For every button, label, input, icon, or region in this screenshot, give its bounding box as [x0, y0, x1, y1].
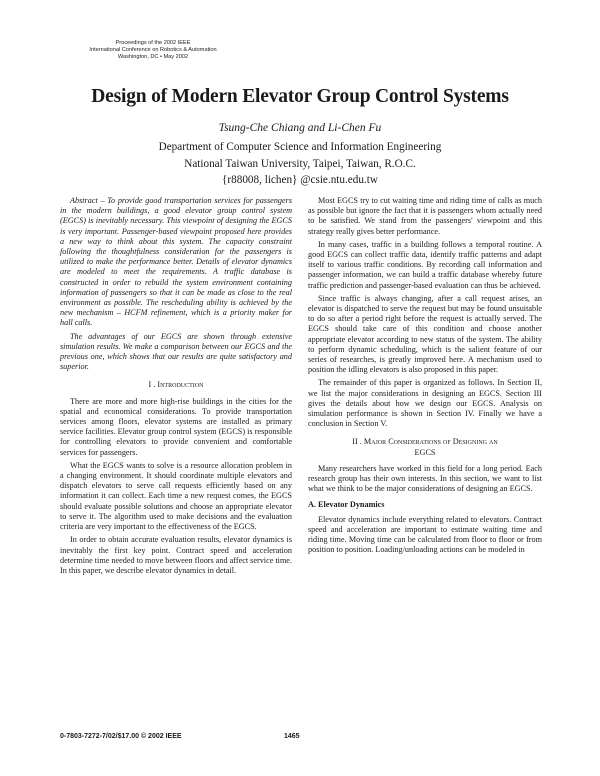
right-paragraph-5: Many researchers have worked in this field for a long period. Each research group has their own interests. In this section, we want to list what we think to be the major considerations of designing an EGCS. — [308, 463, 542, 494]
abstract-label: Abstract – — [70, 196, 105, 205]
subsection-heading: A. Elevator Dynamics — [308, 500, 385, 510]
abstract — [60, 196, 292, 372]
section-1-paragraph-3: In order to obtain accurate evaluation results, elevator dynamics is inevitably the first key point. Contract speed and acceleration determine time needed to move between floors and affect service time. In this paper, we describe elevator dynamics in detail. — [60, 535, 292, 575]
right-column — [308, 196, 542, 559]
section-2-title: II . Major Considerations of Designing an — [352, 437, 498, 447]
right-paragraph-4: The remainder of this paper is organized as follows. In Section II, we list the major considerations in designing an EGCS. Section III gives the details about how we design our EGCS. Analysis on simulation performance is shown in Section IV. Finally we have a conclusion in Section V. — [308, 378, 542, 429]
proceedings-line-1: Proceedings of the 2002 IEEE — [115, 40, 191, 46]
proceedings-line-3: Washington, DC • May 2002 — [117, 54, 189, 60]
abstract-paragraph-1 — [60, 196, 292, 329]
abstract-paragraph-2: The advantages of our EGCS are shown through extensive simulation results. We make a comparison between our EGCS and the previous one, which shows that our results are quite satisfactory and superior. — [60, 331, 292, 372]
paper-authors: Tsung-Che Chiang and Li-Chen Fu — [218, 122, 382, 134]
right-paragraph-1: Most EGCS try to cut waiting time and riding time of calls as much as possible but ignore the fact that it is passengers whom actually need to be satisfied. We stand from the passengers' viewpoint and this strategy really gives better performance. — [308, 196, 542, 236]
right-paragraph-2: In many cases, traffic in a building follows a temporal routine. A good EGCS can collect traffic data, identify traffic patterns and adapt itself to various traffic conditions. By recording call information and passenger information, we can build a traffic database whereby future traffic prediction and passenger-based evaluation can thus be achieved. — [308, 239, 542, 290]
footer-page-number: 1465 — [284, 733, 300, 740]
section-2-heading — [308, 437, 542, 457]
section-1-heading — [60, 380, 292, 390]
section-1-number: I . — [148, 380, 156, 390]
right-paragraph-6: Elevator dynamics include everything related to elevators. Contract speed and acceleration are important to estimate waiting time and riding time. Moving time can be calculated from floor to floor or from position to position. Loading/unloading actions can be modeled in — [308, 514, 542, 555]
paper-title: Design of Modern Elevator Group Control Systems — [91, 86, 509, 107]
proceedings-header — [73, 40, 233, 61]
section-1-paragraph-2: What the EGCS wants to solve is a resource allocation problem in a changing environment. It should coordinate multiple elevators and dispatch elevators to serve call requests efficiently based on any information it can collect. Each time a new request comes, the EGCS should evaluate possible solutions and choose an appropriate elevator to serve it. The algorithm used to make decisions and the evaluation criteria are very important to the effectiveness of the EGCS. — [60, 460, 292, 532]
section-2-title-tail: EGCS — [414, 447, 436, 457]
affiliation-email: {r88008, lichen} @csie.ntu.edu.tw — [222, 174, 378, 186]
section-1-title: Introduction — [157, 380, 204, 390]
abstract-text: To provide good transportation services for passengers in the modern buildings, a good elevator group control system (EGCS) is inevitably necessary. This viewpoint of designing the EGCS is very important. Passenger-based viewpoint proposed here provides a new way to think about this system. The capacity constraint following the thoughtfulness consideration for the passengers is utilized to make the performance better. Details of elevator dynamics are modeled to meet the requirements. A traffic database is constructed in order to rebuild the system environment containing information of passengers so that it can be made as close to the real environment as possible. The rescheduling ability is achieved by the new mechanism – HCFM refinement, which is a priority maker for hall calls. — [60, 196, 293, 328]
right-paragraph-3: Since traffic is always changing, after a call request arises, an elevator is dispatched to serve the request but may be found unsuitable to do so after a period right before the request is actually served. The EGCS should take care of this condition and choose another appropriate elevator according to new status of the system. The ability to perform dynamic scheduling, which is the salient feature of our series of researches, is greatly improved here. A mechanism used to position the idling elevators is also proposed in this paper. — [308, 293, 542, 375]
footer-isbn: 0-7803-7272-7/02/$17.00 © 2002 IEEE — [60, 733, 182, 740]
affiliation-university: National Taiwan University, Taipei, Taiwan, R.O.C. — [184, 158, 416, 170]
section-1-paragraph-1: There are more and more high-rise buildings in the cities for the spatial and economical considerations. To provide transportation services among floors, elevator systems are installed as primary service facilities. Elevator group control system (EGCS) is responsible for controlling elevators to provide convenient and comfortable services for passengers. — [60, 396, 292, 457]
left-column — [60, 196, 292, 579]
affiliation-department: Department of Computer Science and Information Engineering — [158, 141, 442, 153]
proceedings-line-2: International Conference on Robotics & Automation — [89, 47, 217, 53]
